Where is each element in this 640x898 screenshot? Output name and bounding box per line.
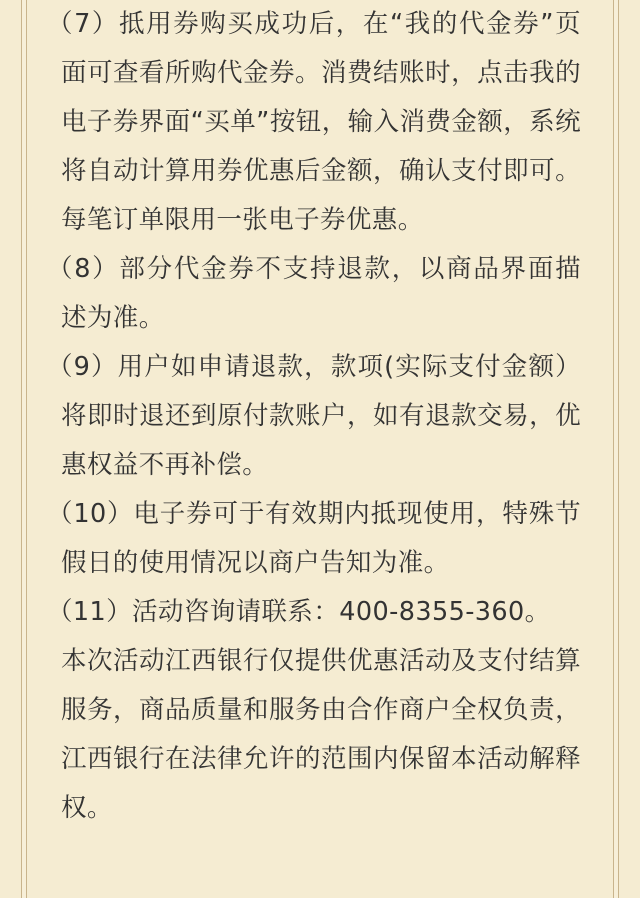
term-item-8: （8）部分代金券不支持退款，以商品界面描述为准。 xyxy=(46,254,581,333)
term-item-11: （11）活动咨询请联系：400-8355-360。 xyxy=(46,597,551,627)
left-decorative-border xyxy=(21,0,27,898)
term-item-9: （9）用户如申请退款，款项(实际支付金额）将即时退还到原付款账户，如有退款交易，优惠权益不再补偿。 xyxy=(46,352,581,480)
disclaimer-paragraph: 本次活动江西银行仅提供优惠活动及支付结算服务，商品质量和服务由合作商户全权负责，江西银行在法律允许的范围内保留本活动解释权。 xyxy=(61,646,581,823)
right-decorative-border xyxy=(613,0,619,898)
terms-text-block xyxy=(46,0,581,833)
term-item-7: （7）抵用券购买成功后，在“我的代金券”页面可查看所购代金券。消费结账时，点击我的电子券界面“买单”按钮，输入消费金额，系统将自动计算用券优惠后金额，确认支付即可。每笔订单限用一张电子券优惠。 xyxy=(46,9,581,235)
term-item-10: （10）电子券可于有效期内抵现使用，特殊节假日的使用情况以商户告知为准。 xyxy=(46,499,581,578)
